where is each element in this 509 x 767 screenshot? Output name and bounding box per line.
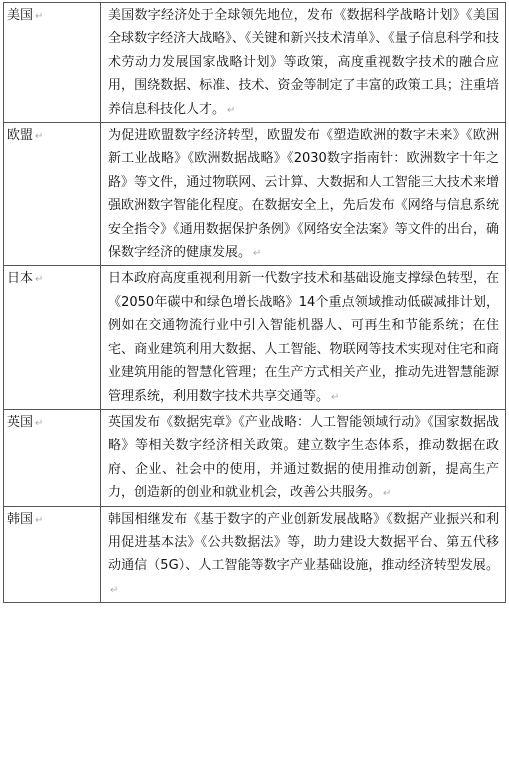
table-row <box>4 506 506 603</box>
paragraph-mark-icon: ↵ <box>35 417 44 429</box>
policy-text: 日本政府高度重视利用新一代数字技术和基础设施支撑绿色转型，在《2050年碳中和绿色增长战略》14个重点领域推动低碳减排计划，例如在交通物流行业中引入智能机器人、可再生和节能系统；在住宅、商业建筑利用大数据、人工智能、物联网等技术实现对住宅和商业建筑用能的智慧化管理；在生产方式相关产业，推动先进智慧能源管理系统，利用数字技术共享交通等。 <box>108 271 499 404</box>
table-row <box>4 3 506 123</box>
paragraph-mark-icon: ↵ <box>227 104 236 116</box>
policy-cell <box>101 266 506 409</box>
paragraph-mark-icon: ↵ <box>35 274 44 286</box>
country-cell <box>4 123 101 266</box>
policy-text: 韩国相继发布《基于数字的产业创新发展战略》《数据产业振兴和利用促进基本法》《公共数据法》等，助力建设大数据平台、第五代移动通信（5G）、人工智能等数字产业基础设施，推动经济转型发展。 <box>108 511 499 574</box>
paragraph-mark-icon: ↵ <box>331 391 340 403</box>
table-row <box>4 123 506 266</box>
country-cell <box>4 3 101 123</box>
paragraph-mark-icon: ↵ <box>383 488 392 500</box>
policy-table <box>3 2 506 603</box>
paragraph-mark-icon: ↵ <box>35 514 44 526</box>
policy-text: 为促进欧盟数字经济转型，欧盟发布《塑造欧洲的数字未来》《欧洲新工业战略》《欧洲数据战略》《2030数字指南针：欧洲数字十年之路》等文件，通过物联网、云计算、大数据和人工智能三大技术来增强欧洲数字智能化程度。在数据安全上，先后发布《网络与信息系统安全指令》《通用数据保护条例》《网络安全法案》等文件的出台，确保数字经济的健康发展。 <box>108 128 499 261</box>
paragraph-mark-icon: ↵ <box>35 11 44 22</box>
policy-text: 英国发布《数据宪章》《产业战略：人工智能领域行动》《国家数据战略》等相关数字经济相关政策。建立数字生态体系，推动数据在政府、企业、社会中的使用，并通过数据的使用推动创新，提高生产力，创造新的创业和就业机会，改善公共服务。 <box>108 414 499 501</box>
policy-text: 美国数字经济处于全球领先地位，发布《数据科学战略计划》《美国全球数字经济大战略》、《关键和新兴技术清单》、《量子信息科学和技术劳动力发展国家战略计划》等政策，高度重视数字技术的融合应用，围绕数据、标准、技术、资金等制定了丰富的政策工具；注重培养信息科技化人才。 <box>108 8 499 117</box>
policy-cell <box>101 123 506 266</box>
paragraph-mark-icon: ↵ <box>110 584 119 596</box>
country-cell <box>4 266 101 409</box>
country-name: 美国 <box>7 8 34 23</box>
country-name: 英国 <box>7 414 34 430</box>
country-cell <box>4 506 101 603</box>
country-name: 欧盟 <box>7 128 34 144</box>
paragraph-mark-icon: ↵ <box>253 248 262 260</box>
country-cell <box>4 409 101 506</box>
country-name: 日本 <box>7 271 34 287</box>
paragraph-mark-icon: ↵ <box>35 131 44 143</box>
policy-cell <box>101 3 506 123</box>
policy-cell <box>101 506 506 603</box>
country-name: 韩国 <box>7 511 34 527</box>
table-row <box>4 409 506 506</box>
policy-cell <box>101 409 506 506</box>
table-row <box>4 266 506 409</box>
